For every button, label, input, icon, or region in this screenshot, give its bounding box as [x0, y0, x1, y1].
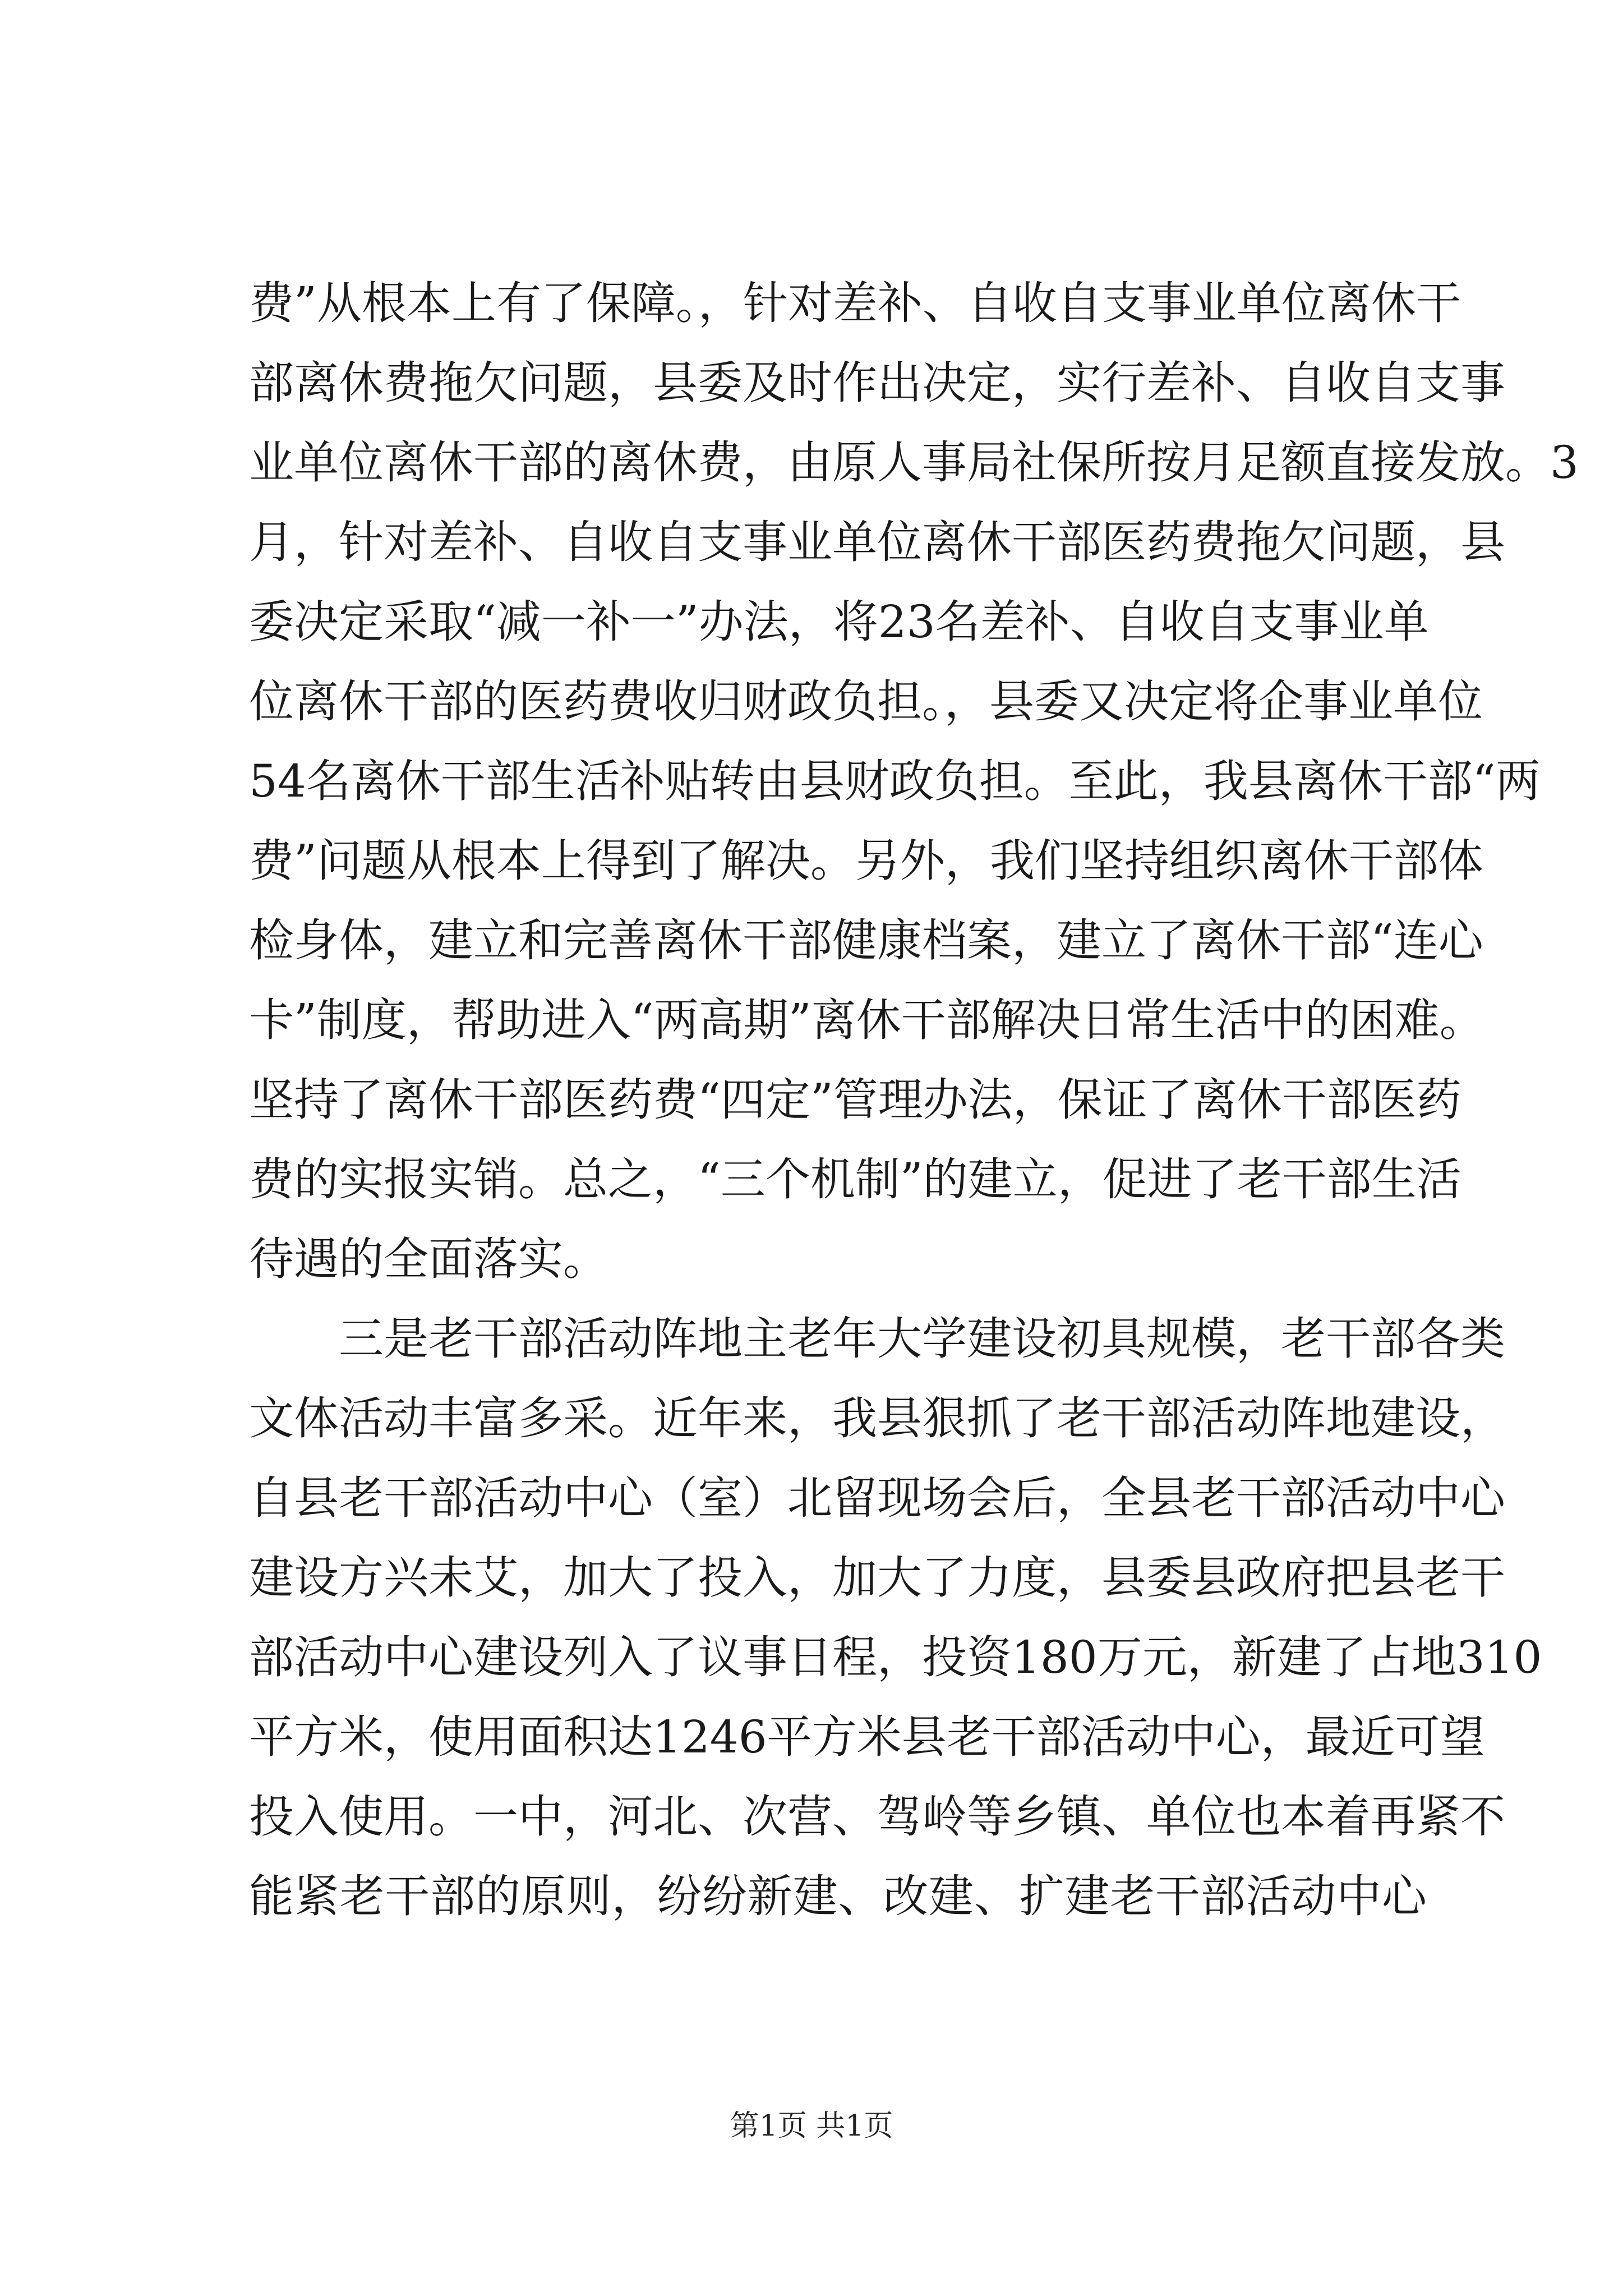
text-line: 费”问题从根本上得到了解决。另外，我们坚持组织离休干部体	[249, 835, 1483, 887]
text-line: 平方米，使用面积达1246平方米县老干部活动中心，最近可望	[249, 1711, 1485, 1763]
text-line: 三是老干部活动阵地主老年大学建设初具规模，老干部各类	[339, 1313, 1505, 1365]
paragraph	[249, 1299, 1542, 1936]
text-line: 能紧老干部的原则，纷纷新建、改建、扩建老干部活动中心	[249, 1870, 1427, 1922]
text-line: 卡”制度，帮助进入“两高期”离休干部解决日常生活中的困难。	[249, 994, 1484, 1046]
text-line: 坚持了离休干部医药费“四定”管理办法，保证了离休干部医药	[249, 1074, 1461, 1126]
text-line: 投入使用。一中，河北、次营、驾岭等乡镇、单位也本着再紧不	[249, 1791, 1505, 1843]
document-body	[249, 264, 1579, 1936]
text-line: 位离休干部的医药费收归财政负担。，县委又决定将企事业单位	[249, 675, 1483, 728]
text-line: 建设方兴未艾，加大了投入，加大了力度，县委县政府把县老干	[249, 1552, 1505, 1604]
page-footer: 第1页 共1页	[730, 2109, 893, 2143]
text-line: 部活动中心建设列入了议事日程，投资180万元，新建了占地310	[249, 1631, 1542, 1683]
paragraph	[249, 264, 1579, 1299]
text-line: 费的实报实销。总之，“三个机制”的建立，促进了老干部生活	[249, 1153, 1461, 1205]
text-line: 待遇的全面落实。	[249, 1233, 608, 1285]
text-line: 部离休费拖欠问题，县委及时作出决定，实行差补、自收自支事	[249, 357, 1505, 409]
text-line: 委决定采取“减一补一”办法，将23名差补、自收自支事业单	[249, 596, 1429, 648]
text-line: 业单位离休干部的离休费，由原人事局社保所按月足额直接发放。3	[249, 436, 1579, 489]
text-line: 月，针对差补、自收自支事业单位离休干部医药费拖欠问题，县	[249, 516, 1505, 568]
text-line: 文体活动丰富多采。近年来，我县狠抓了老干部活动阵地建设，	[249, 1392, 1505, 1444]
text-line: 检身体，建立和完善离休干部健康档案，建立了离休干部“连心	[249, 914, 1483, 967]
text-line: 自县老干部活动中心（室）北留现场会后，全县老干部活动中心	[249, 1472, 1505, 1524]
text-line: 54名离休干部生活补贴转由县财政负担。至此，我县离休干部“两	[249, 755, 1541, 807]
text-line: 费”从根本上有了保障。，针对差补、自收自支事业单位离休干	[249, 277, 1461, 329]
